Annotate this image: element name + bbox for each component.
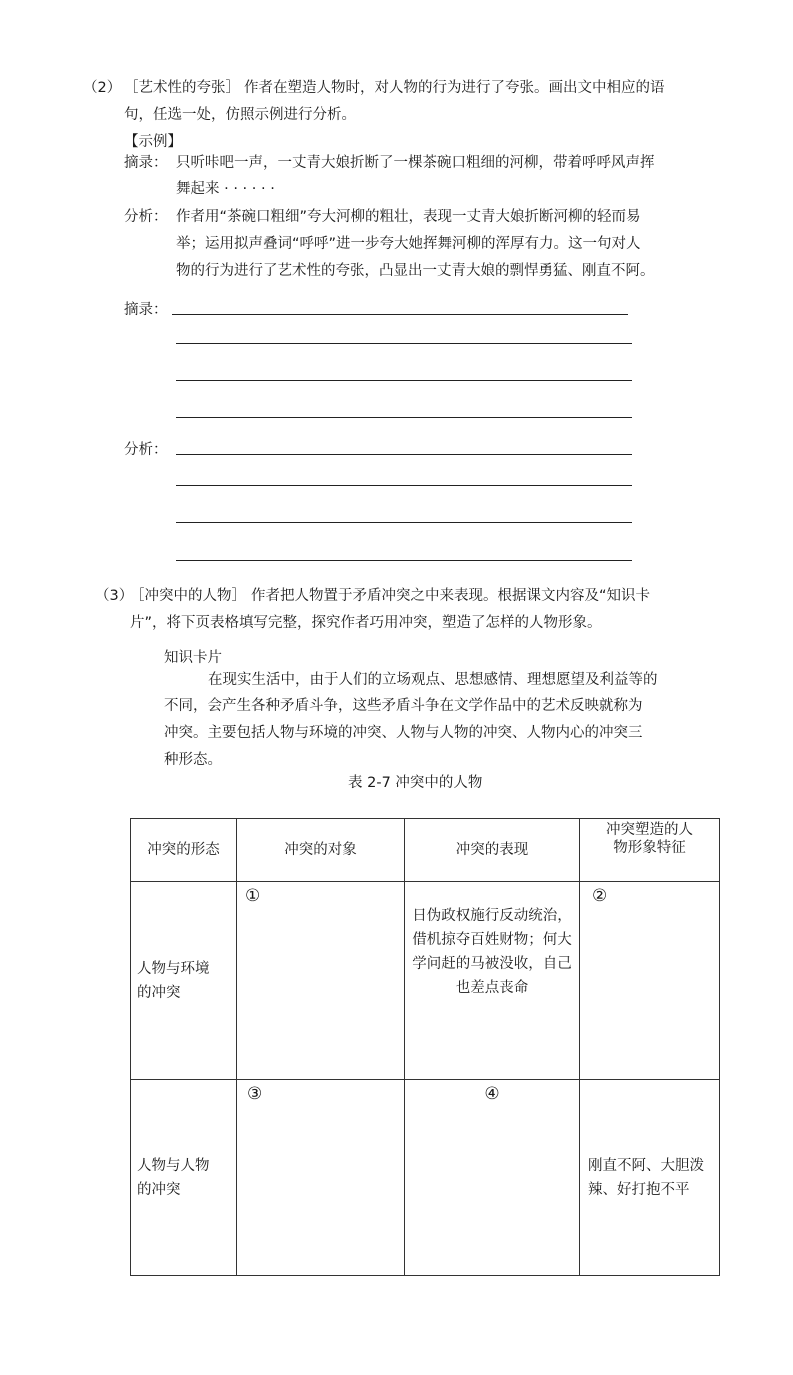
knowledge-card-line4: 种形态。 [164, 752, 222, 768]
q2-number: （2） [83, 80, 122, 96]
example-excerpt-line1: 只听咔吧一声，一丈青大娘折断了一棵茶碗口粗细的河柳，带着呼呼风声挥 [176, 155, 655, 171]
cell-form-line1: 人物与环境 [137, 960, 210, 977]
knowledge-card-title: 知识卡片 [164, 650, 222, 666]
header-show: 冲突的表现 [405, 819, 580, 882]
q2-prompt-line1: 作者在塑造人物时，对人物的行为进行了夸张。画出文中相应的语 [244, 80, 665, 96]
knowledge-card-line2: 不同，会产生各种矛盾斗争，这些矛盾斗争在文学作品中的艺术反映就称为 [164, 698, 643, 714]
circle-number-1: ① [245, 886, 261, 906]
circle-number-4: ④ [484, 1084, 500, 1104]
example-analysis-line1: 作者用“茶碗口粗细”夸大河柳的粗壮，表现一丈青大娘折断河柳的轻而易 [176, 209, 641, 225]
cell-show-line4: 也差点丧命 [455, 980, 529, 996]
circle-number-2: ② [592, 886, 608, 906]
example-analysis-line2: 举；运用拟声叠词“呼呼”进一步夸大她挥舞河柳的浑厚有力。这一句对人 [176, 236, 641, 252]
cell-trait-line2: 辣、好打抱不平 [588, 1181, 690, 1198]
knowledge-card-line3: 冲突。主要包括人物与环境的冲突、人物与人物的冲突、人物内心的冲突三 [164, 725, 643, 741]
q2-title: ［艺术性的夸张］ [124, 80, 240, 96]
cell-form-line2: 的冲突 [137, 1181, 181, 1198]
answer-excerpt-line[interactable] [176, 343, 632, 344]
example-excerpt-line2: 舞起来 · · · · · · [176, 181, 275, 197]
answer-excerpt-line[interactable] [176, 417, 632, 418]
table-row [131, 882, 720, 1080]
cell-form [131, 1080, 237, 1276]
q2-prompt-line2: 句，任选一处，仿照示例进行分析。 [124, 107, 356, 123]
example-analysis-line3: 物的行为进行了艺术性的夸张，凸显出一丈青大娘的剽悍勇猛、刚直不阿。 [176, 263, 655, 279]
header-trait-label: 冲突塑造的人物形象特征 [606, 822, 693, 856]
table-caption: 表 2-7 冲突中的人物 [348, 775, 483, 791]
answer-excerpt-line[interactable] [176, 380, 632, 381]
answer-analysis-line[interactable] [176, 485, 632, 486]
q3-prompt-line1: 作者把人物置于矛盾冲突之中来表现。根据课文内容及“知识卡 [251, 588, 651, 604]
q3-number: （3） [95, 588, 134, 604]
cell-form-line1: 人物与人物 [137, 1157, 210, 1174]
answer-excerpt-line[interactable] [172, 314, 628, 315]
cell-object-blank[interactable] [237, 1080, 405, 1276]
answer-analysis-label: 分析： [124, 442, 168, 458]
table-row [131, 1080, 720, 1276]
header-form: 冲突的形态 [131, 819, 237, 882]
conflict-table [130, 818, 720, 1276]
cell-form-line2: 的冲突 [137, 984, 181, 1001]
header-object: 冲突的对象 [237, 819, 405, 882]
cell-show-blank[interactable] [405, 1080, 580, 1276]
cell-show-line1: 日伪政权施行反动统治， [412, 908, 572, 924]
cell-object-blank[interactable] [237, 882, 405, 1080]
cell-show-line2: 借机掠夺百姓财物；何大 [412, 932, 572, 948]
answer-analysis-line[interactable] [176, 560, 632, 561]
q3-prompt-line2: 片”，将下页表格填写完整，探究作者巧用冲突，塑造了怎样的人物形象。 [130, 615, 602, 631]
cell-trait [580, 1080, 720, 1276]
knowledge-card-line1: 在现实生活中，由于人们的立场观点、思想感情、理想愿望及利益等的 [208, 672, 658, 688]
table-header-row [131, 819, 720, 882]
answer-analysis-line[interactable] [176, 522, 632, 523]
cell-show-line3: 学问赶的马被没收，自己 [412, 956, 572, 972]
answer-excerpt-label: 摘录： [124, 302, 168, 318]
q3-title: ［冲突中的人物］ [130, 588, 246, 604]
answer-analysis-line[interactable] [176, 454, 632, 455]
circle-number-3: ③ [247, 1084, 263, 1104]
header-trait [580, 819, 720, 882]
cell-form [131, 882, 237, 1080]
example-heading: 【示例】 [124, 134, 182, 150]
cell-trait-line1: 刚直不阿、大胆泼 [588, 1157, 704, 1174]
cell-show [405, 882, 580, 1080]
example-analysis-label: 分析： [124, 209, 168, 225]
example-excerpt-label: 摘录： [124, 155, 168, 171]
cell-trait-blank[interactable] [580, 882, 720, 1080]
